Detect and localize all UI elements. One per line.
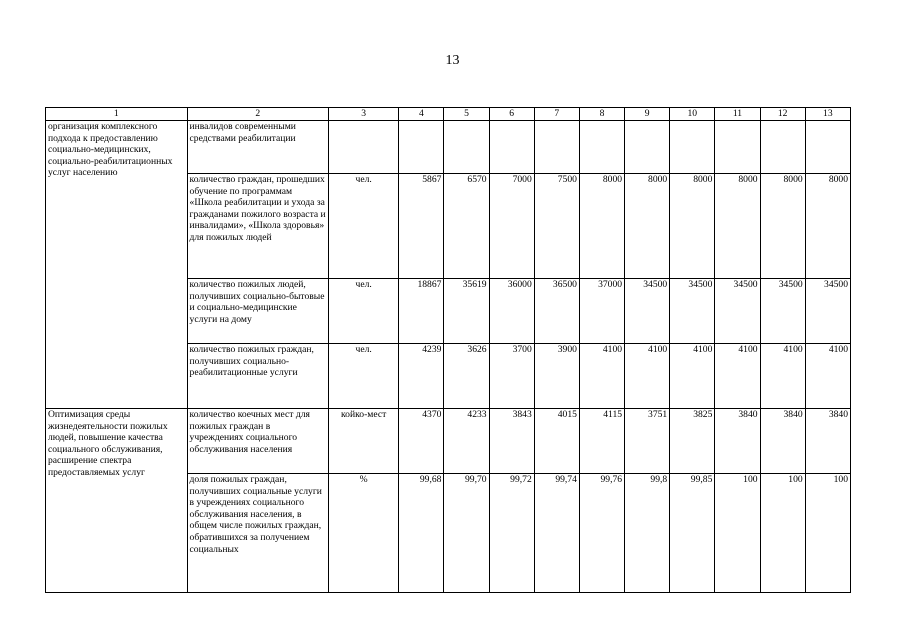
value-cell: 3840 bbox=[805, 409, 850, 474]
value-cell: 99,70 bbox=[444, 474, 489, 593]
value-cell: 6570 bbox=[444, 174, 489, 279]
column-number: 2 bbox=[187, 108, 329, 121]
column-number: 6 bbox=[489, 108, 534, 121]
indicator-cell: количество пожилых людей, получивших социально-бытовые и социально-медицинские услуги на дому bbox=[187, 279, 329, 344]
value-cell bbox=[715, 121, 760, 174]
value-cell: 3843 bbox=[489, 409, 534, 474]
value-cell: 3840 bbox=[715, 409, 760, 474]
value-cell: 3700 bbox=[489, 344, 534, 409]
indicator-cell: количество пожилых граждан, получивших социально-реабилитационные услуги bbox=[187, 344, 329, 409]
column-number: 5 bbox=[444, 108, 489, 121]
value-cell: 99,76 bbox=[579, 474, 624, 593]
value-cell: 3825 bbox=[670, 409, 715, 474]
column-number-row bbox=[46, 108, 851, 121]
table-row bbox=[46, 409, 851, 474]
value-cell: 5867 bbox=[399, 174, 444, 279]
column-number: 9 bbox=[625, 108, 670, 121]
value-cell: 4239 bbox=[399, 344, 444, 409]
unit-cell: чел. bbox=[329, 344, 399, 409]
task-cell: Оптимизация среды жизнедеятельности пожилых людей, повышение качества социального обслуживания, расширение спектра предоставляемых услуг bbox=[46, 409, 188, 593]
value-cell: 4233 bbox=[444, 409, 489, 474]
indicator-cell: количество коечных мест для пожилых граждан в учреждениях социального обслуживания населения bbox=[187, 409, 329, 474]
value-cell: 36500 bbox=[534, 279, 579, 344]
table-row bbox=[46, 121, 851, 174]
indicator-cell: инвалидов современными средствами реабилитации bbox=[187, 121, 329, 174]
unit-cell: койко-мест bbox=[329, 409, 399, 474]
column-number: 13 bbox=[805, 108, 850, 121]
value-cell: 99,85 bbox=[670, 474, 715, 593]
value-cell: 8000 bbox=[579, 174, 624, 279]
value-cell: 8000 bbox=[805, 174, 850, 279]
value-cell bbox=[534, 121, 579, 174]
value-cell: 34500 bbox=[670, 279, 715, 344]
value-cell: 34500 bbox=[715, 279, 760, 344]
column-number: 11 bbox=[715, 108, 760, 121]
value-cell: 8000 bbox=[760, 174, 805, 279]
value-cell: 37000 bbox=[579, 279, 624, 344]
value-cell: 99,72 bbox=[489, 474, 534, 593]
value-cell: 7500 bbox=[534, 174, 579, 279]
page-number: 13 bbox=[445, 53, 460, 68]
value-cell bbox=[489, 121, 534, 174]
value-cell bbox=[625, 121, 670, 174]
value-cell: 4370 bbox=[399, 409, 444, 474]
column-number: 3 bbox=[329, 108, 399, 121]
value-cell: 99,68 bbox=[399, 474, 444, 593]
value-cell: 34500 bbox=[760, 279, 805, 344]
value-cell: 99,8 bbox=[625, 474, 670, 593]
value-cell: 3626 bbox=[444, 344, 489, 409]
indicators-table bbox=[45, 107, 851, 593]
value-cell: 4100 bbox=[760, 344, 805, 409]
column-number: 10 bbox=[670, 108, 715, 121]
value-cell: 4100 bbox=[715, 344, 760, 409]
task-cell: организация комплексного подхода к предоставлению социально-медицинских, социально-реабилитационных услуг населению bbox=[46, 121, 188, 409]
unit-cell bbox=[329, 121, 399, 174]
indicator-cell: количество граждан, прошедших обучение по программам «Школа реабилитации и ухода за гражданами пожилого возраста и инвалидами», «Школа здоровья» для пожилых людей bbox=[187, 174, 329, 279]
column-number: 4 bbox=[399, 108, 444, 121]
value-cell bbox=[444, 121, 489, 174]
value-cell: 7000 bbox=[489, 174, 534, 279]
value-cell: 100 bbox=[760, 474, 805, 593]
unit-cell: чел. bbox=[329, 279, 399, 344]
value-cell: 8000 bbox=[625, 174, 670, 279]
value-cell: 4015 bbox=[534, 409, 579, 474]
unit-cell: чел. bbox=[329, 174, 399, 279]
value-cell: 3840 bbox=[760, 409, 805, 474]
value-cell bbox=[805, 121, 850, 174]
value-cell: 8000 bbox=[670, 174, 715, 279]
column-number: 12 bbox=[760, 108, 805, 121]
value-cell: 99,74 bbox=[534, 474, 579, 593]
column-number: 8 bbox=[579, 108, 624, 121]
value-cell: 100 bbox=[715, 474, 760, 593]
value-cell: 35619 bbox=[444, 279, 489, 344]
value-cell bbox=[399, 121, 444, 174]
value-cell bbox=[579, 121, 624, 174]
value-cell: 4100 bbox=[625, 344, 670, 409]
value-cell: 4100 bbox=[670, 344, 715, 409]
unit-cell: % bbox=[329, 474, 399, 593]
column-number: 1 bbox=[46, 108, 188, 121]
value-cell: 3751 bbox=[625, 409, 670, 474]
value-cell: 36000 bbox=[489, 279, 534, 344]
value-cell: 8000 bbox=[715, 174, 760, 279]
indicator-cell: доля пожилых граждан, получивших социальные услуги в учреждениях социального обслуживания населения, в общем числе пожилых граждан, обратившихся за получением социальных bbox=[187, 474, 329, 593]
value-cell: 18867 bbox=[399, 279, 444, 344]
value-cell: 34500 bbox=[805, 279, 850, 344]
value-cell: 4115 bbox=[579, 409, 624, 474]
value-cell: 100 bbox=[805, 474, 850, 593]
column-number: 7 bbox=[534, 108, 579, 121]
value-cell: 34500 bbox=[625, 279, 670, 344]
value-cell: 4100 bbox=[579, 344, 624, 409]
value-cell bbox=[760, 121, 805, 174]
value-cell: 4100 bbox=[805, 344, 850, 409]
value-cell: 3900 bbox=[534, 344, 579, 409]
value-cell bbox=[670, 121, 715, 174]
